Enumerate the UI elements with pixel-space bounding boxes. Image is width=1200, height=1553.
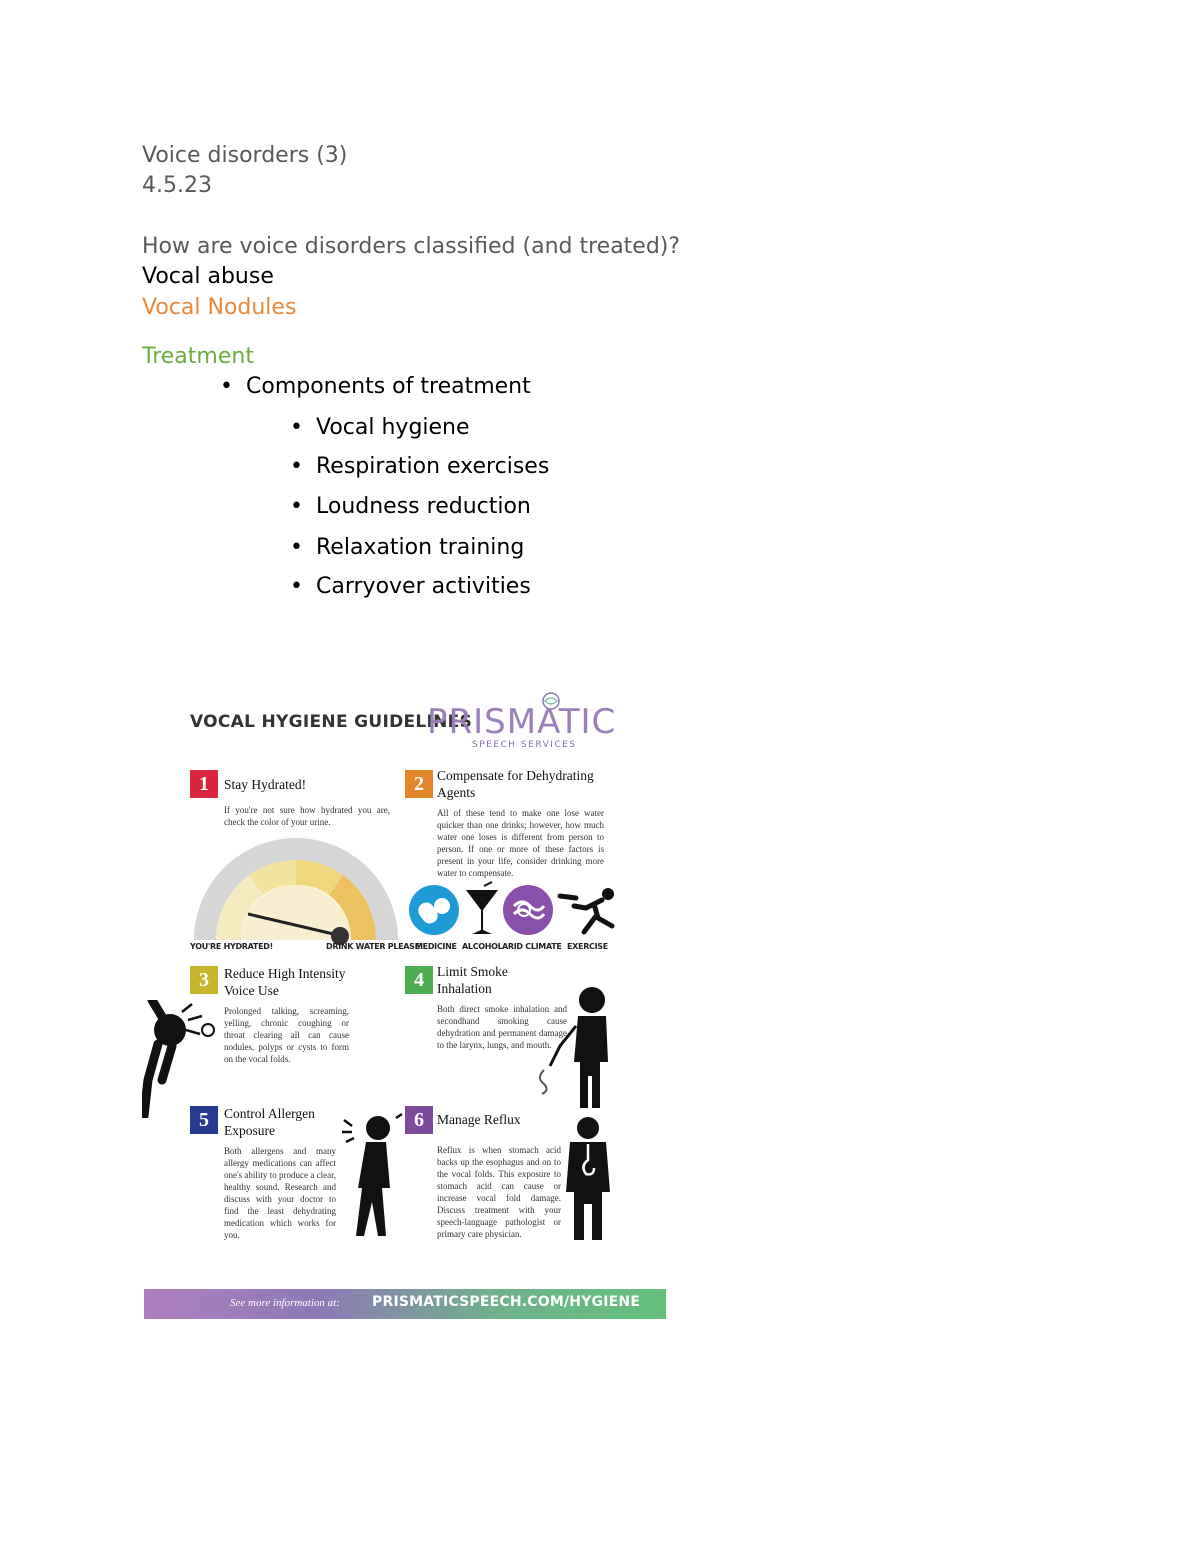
list-item: • Vocal hygiene [290,413,470,443]
shouting-person-icon [142,1000,220,1118]
section-title-4: Limit Smoke Inhalation [437,964,508,996]
list-item: • Loudness reduction [290,492,531,522]
bullet-icon: • [290,454,303,479]
exercise-icon [556,886,620,936]
subtopic-heading: Vocal Nodules [142,295,297,320]
section-number-3: 3 [190,966,218,994]
agent-label-exercise: EXERCISE [567,942,608,951]
section-title-6: Manage Reflux [437,1112,521,1127]
list-item: • Carryover activities [290,572,531,602]
section-number-4: 4 [405,966,433,994]
agent-label-arid-climate: ARID CLIMATE [502,942,562,951]
vocal-hygiene-infographic [142,680,666,1320]
hydration-gauge-icon [190,832,402,950]
question-heading: How are voice disorders classified (and treated)? [142,234,681,259]
bullet-icon: • [220,374,233,399]
treatment-heading: Treatment [142,344,254,369]
bullet-icon: • [290,574,303,599]
section-body-4: Both direct smoke inhalation and secondhand smoking cause dehydration and permanent damage to the larynx, lungs, and mouth. [437,1004,567,1050]
list-item: • Relaxation training [290,533,524,563]
footer-prefix: See more information at: [230,1297,340,1309]
smoking-person-icon [520,986,620,1110]
infographic-title: VOCAL HYGIENE GUIDELINES [190,712,473,732]
section-number-2: 2 [405,770,433,798]
bullet-icon: • [290,535,303,560]
medicine-icon [408,884,460,936]
list-item: • Respiration exercises [290,452,549,482]
section-body-2: All of these tend to make one lose water quicker than one drinks; however, how much water one loses is different from person to person. If one or more of these factors is present in your life, consider drinking more water to compensate. [437,808,604,878]
alcohol-icon [462,880,502,938]
section-body-6: Reflux is when stomach acid backs up the esophagus and on to the vocal folds. This exposure to stomach acid can cause or increase vocal fold damage. Discuss treatment with your speech-language pathologist or primary care physician. [437,1145,561,1239]
section-body-1: If you're not sure how hydrated you are, check the color of your urine. [224,805,390,827]
brand-name: PRISMATIC [427,702,617,742]
footer-banner [144,1289,666,1319]
section-number-1: 1 [190,770,218,798]
brand-subtitle: SPEECH SERVICES [472,740,577,750]
section-body-3: Prolonged talking, screaming, yelling, chronic coughing or throat clearing all can cause nodules, polyps or cysts to form on the vocal folds. [224,1006,349,1064]
bullet-icon: • [290,415,303,440]
section-title-3: Reduce High Intensity Voice Use [224,966,346,998]
reflux-person-icon [558,1116,618,1244]
arid-climate-icon [502,884,554,936]
document-date: 4.5.23 [142,173,212,198]
section-number-5: 5 [190,1106,218,1134]
gauge-label-hydrated: YOU'RE HYDRATED! [190,942,273,951]
gauge-label-drink: DRINK WATER PLEASE! [326,942,424,951]
agent-label-medicine: MEDICINE [415,942,457,951]
agent-label-alcohol: ALCOHOL [462,942,503,951]
sneezing-person-icon [338,1112,406,1240]
topic-heading: Vocal abuse [142,264,274,289]
section-number-6: 6 [405,1106,433,1134]
list-item: • Components of treatment [220,372,531,402]
section-title-2: Compensate for Dehydrating Agents [437,768,594,800]
document-title: Voice disorders (3) [142,143,348,168]
footer-url: PRISMATICSPEECH.COM/HYGIENE [372,1294,641,1310]
section-body-5: Both allergens and many allergy medications can affect one's ability to produce a clear, healthy sound. Research and discuss with your doctor to find the least dehydrating medication which works for you. [224,1146,336,1240]
section-title-5: Control Allergen Exposure [224,1106,315,1138]
section-title-1: Stay Hydrated! [224,777,307,792]
bullet-icon: • [290,494,303,519]
